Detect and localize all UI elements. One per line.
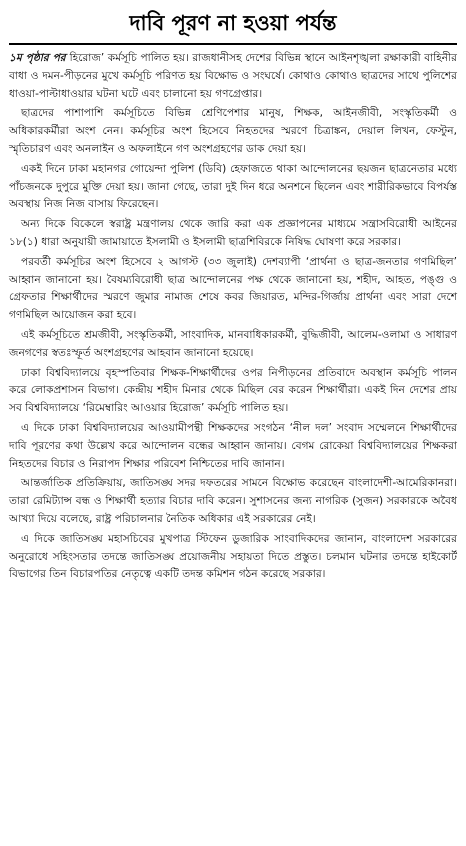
article-paragraph: ছাত্রদের পাশাপাশি কর্মসূচিতে বিভিন্ন শ্রেণিপেশার মানুষ, শিক্ষক, আইনজীবী, সংস্কৃতিকর্মী ও অধিকারকর্মীরা অংশ নেন। কর্মসূচির অংশ হিসেবে নিহতদের স্মরণে চিত্রাঙ্কন, দেয়াল লিখন, ফেস্টুন, স্মৃতিচারণ এবং অনলাইন ও অফলাইনে গণ অংশগ্রহণের ডাক দেয়া হয়। xyxy=(9,107,457,155)
article-body xyxy=(9,50,457,584)
article-paragraph: ঢাকা বিশ্ববিদ্যালয়ে বৃহস্পতিবার শিক্ষক-শিক্ষার্থীদের ওপর নিপীড়নের প্রতিবাদে অবস্থান কর্মসূচি পালন করে লোকপ্রশাসন বিভাগ। কেন্দ্রীয় শহীদ মিনার থেকে মিছিল বের করেন শিক্ষার্থীরা। একই দিন দেশের প্রায় সব বিশ্ববিদ্যালয়ে ‘রিমেম্বারিং আওয়ার হিরোজ’ কর্মসূচি পালিত হয়। xyxy=(9,366,457,415)
article-headline: দাবি পূরণ না হওয়া পর্যন্ত xyxy=(129,11,337,35)
article-paragraph: এই কর্মসূচিতে শ্রমজীবী, সংস্কৃতিকর্মী, সাংবাদিক, মানবাধিকারকর্মী, বুদ্ধিজীবী, আলেম-ওলামা ও সাধারণ জনগণের স্বতঃস্ফূর্ত অংশগ্রহণের আহবান জানানো হয়েছে। xyxy=(9,328,457,359)
article-paragraph: আন্তর্জাতিক প্রতিক্রিয়ায়, জাতিসঙ্ঘ সদর দফতরের সামনে বিক্ষোভ করেছেন বাংলাদেশী-আমেরিকানরা। তারা রেমিট্যান্স বন্ধ ও শিক্ষার্থী হত্যার বিচার দাবি করেন। সুশাসনের জন্য নাগরিক (সুজন) সরকারকে অবৈধ আখ্যা দিয়ে বলেছে, রাষ্ট্র পরিচালনার নৈতিক অধিকার এই সরকারের নেই। xyxy=(9,477,457,525)
article-paragraph: এ দিকে জাতিসঙ্ঘ মহাসচিবের মুখপাত্র স্টিফেন ডুজারিক সাংবাদিকদের জানান, বাংলাদেশ সরকারের অনুরোধে সহিংসতার তদন্তে জাতিসঙ্ঘ প্রয়োজনীয় সহায়তা দিতে প্রস্তুত। চলমান ঘটনার তদন্তে হাইকোর্ট বিভাগের তিন বিচারপতির নেতৃত্বে একটি তদন্ত কমিশন গঠন করেছে সরকার। xyxy=(9,532,457,581)
continued-from-label: ১ম পৃষ্ঠার পর xyxy=(9,52,66,64)
article-paragraph xyxy=(9,50,457,103)
article-paragraph: একই দিনে ঢাকা মহানগর গোয়েন্দা পুলিশ (ডিবি) হেফাজতে থাকা আন্দোলনের ছয়জন ছাত্রনেতার মধ্যে পাঁচজনকে দুপুরে মুক্তি দেয়া হয়। জানা গেছে, তারা দুই দিন ধরে অনশনে ছিলেন এবং শারীরিকভাবে বিপর্যস্ত অবস্থায় নিজ নিজ বাসায় ফিরেছেন। xyxy=(9,162,457,211)
article-paragraph: অন্য দিকে বিকেলে স্বরাষ্ট্র মন্ত্রণালয় থেকে জারি করা এক প্রজ্ঞাপনের মাধ্যমে সন্ত্রাসবিরোধী আইনের ১৮(১) ধারা অনুযায়ী জামায়াতে ইসলামী ও ইসলামী ছাত্রশিবিরকে নিষিদ্ধ ঘোষণা করে সরকার। xyxy=(9,218,457,248)
article-paragraph: এ দিকে ঢাকা বিশ্ববিদ্যালয়ের আওয়ামীপন্থী শিক্ষকদের সংগঠন ‘নীল দল’ সংবাদ সম্মেলনে শিক্ষার্থীদের দাবি পূরণের কথা উল্লেখ করে আন্দোলন বন্ধের আহ্বান জানায়। বেগম রোকেয়া বিশ্ববিদ্যালয়ের শিক্ষকরা নিহতদের বিচার ও নিরাপদ শিক্ষার পরিবেশ নিশ্চিতের দাবি জানান। xyxy=(9,421,457,470)
article-paragraph: পরবর্তী কর্মসূচির অংশ হিসেবে ২ আগস্ট (৩৩ জুলাই) দেশব্যাপী ‘প্রার্থনা ও ছাত্র-জনতার গণমিছিল’ আহ্বান জানানো হয়। বৈষম্যবিরোধী ছাত্র আন্দোলনের পক্ষ থেকে জানানো হয়, শহীদ, আহত, পঙ্গু ও গ্রেফতার শিক্ষার্থীদের স্মরণে জুমার নামাজ শেষে কবর জিয়ারত, মন্দির-গির্জায় প্রার্থনা এবং সারা দেশে গণমিছিল আয়োজন করা হবে। xyxy=(9,255,457,322)
headline-divider xyxy=(9,43,457,45)
paragraph-text: হিরোজ’ কর্মসূচি পালিত হয়। রাজধানীসহ দেশের বিভিন্ন স্থানে আইনশৃঙ্খলা রক্ষাকারী বাহিনীর বাধা ও দমন-পীড়নের মুখে কর্মসূচি পরিণত হয় বিক্ষোভ ও সংঘর্ষে। কোথাও কোথাও ছাত্রদের সাথে পুলিশের ধাওয়া-পাল্টাধাওয়ার ঘটনা ঘটে এবং চালানো হয় গণগ্রেপ্তার। xyxy=(9,52,457,100)
